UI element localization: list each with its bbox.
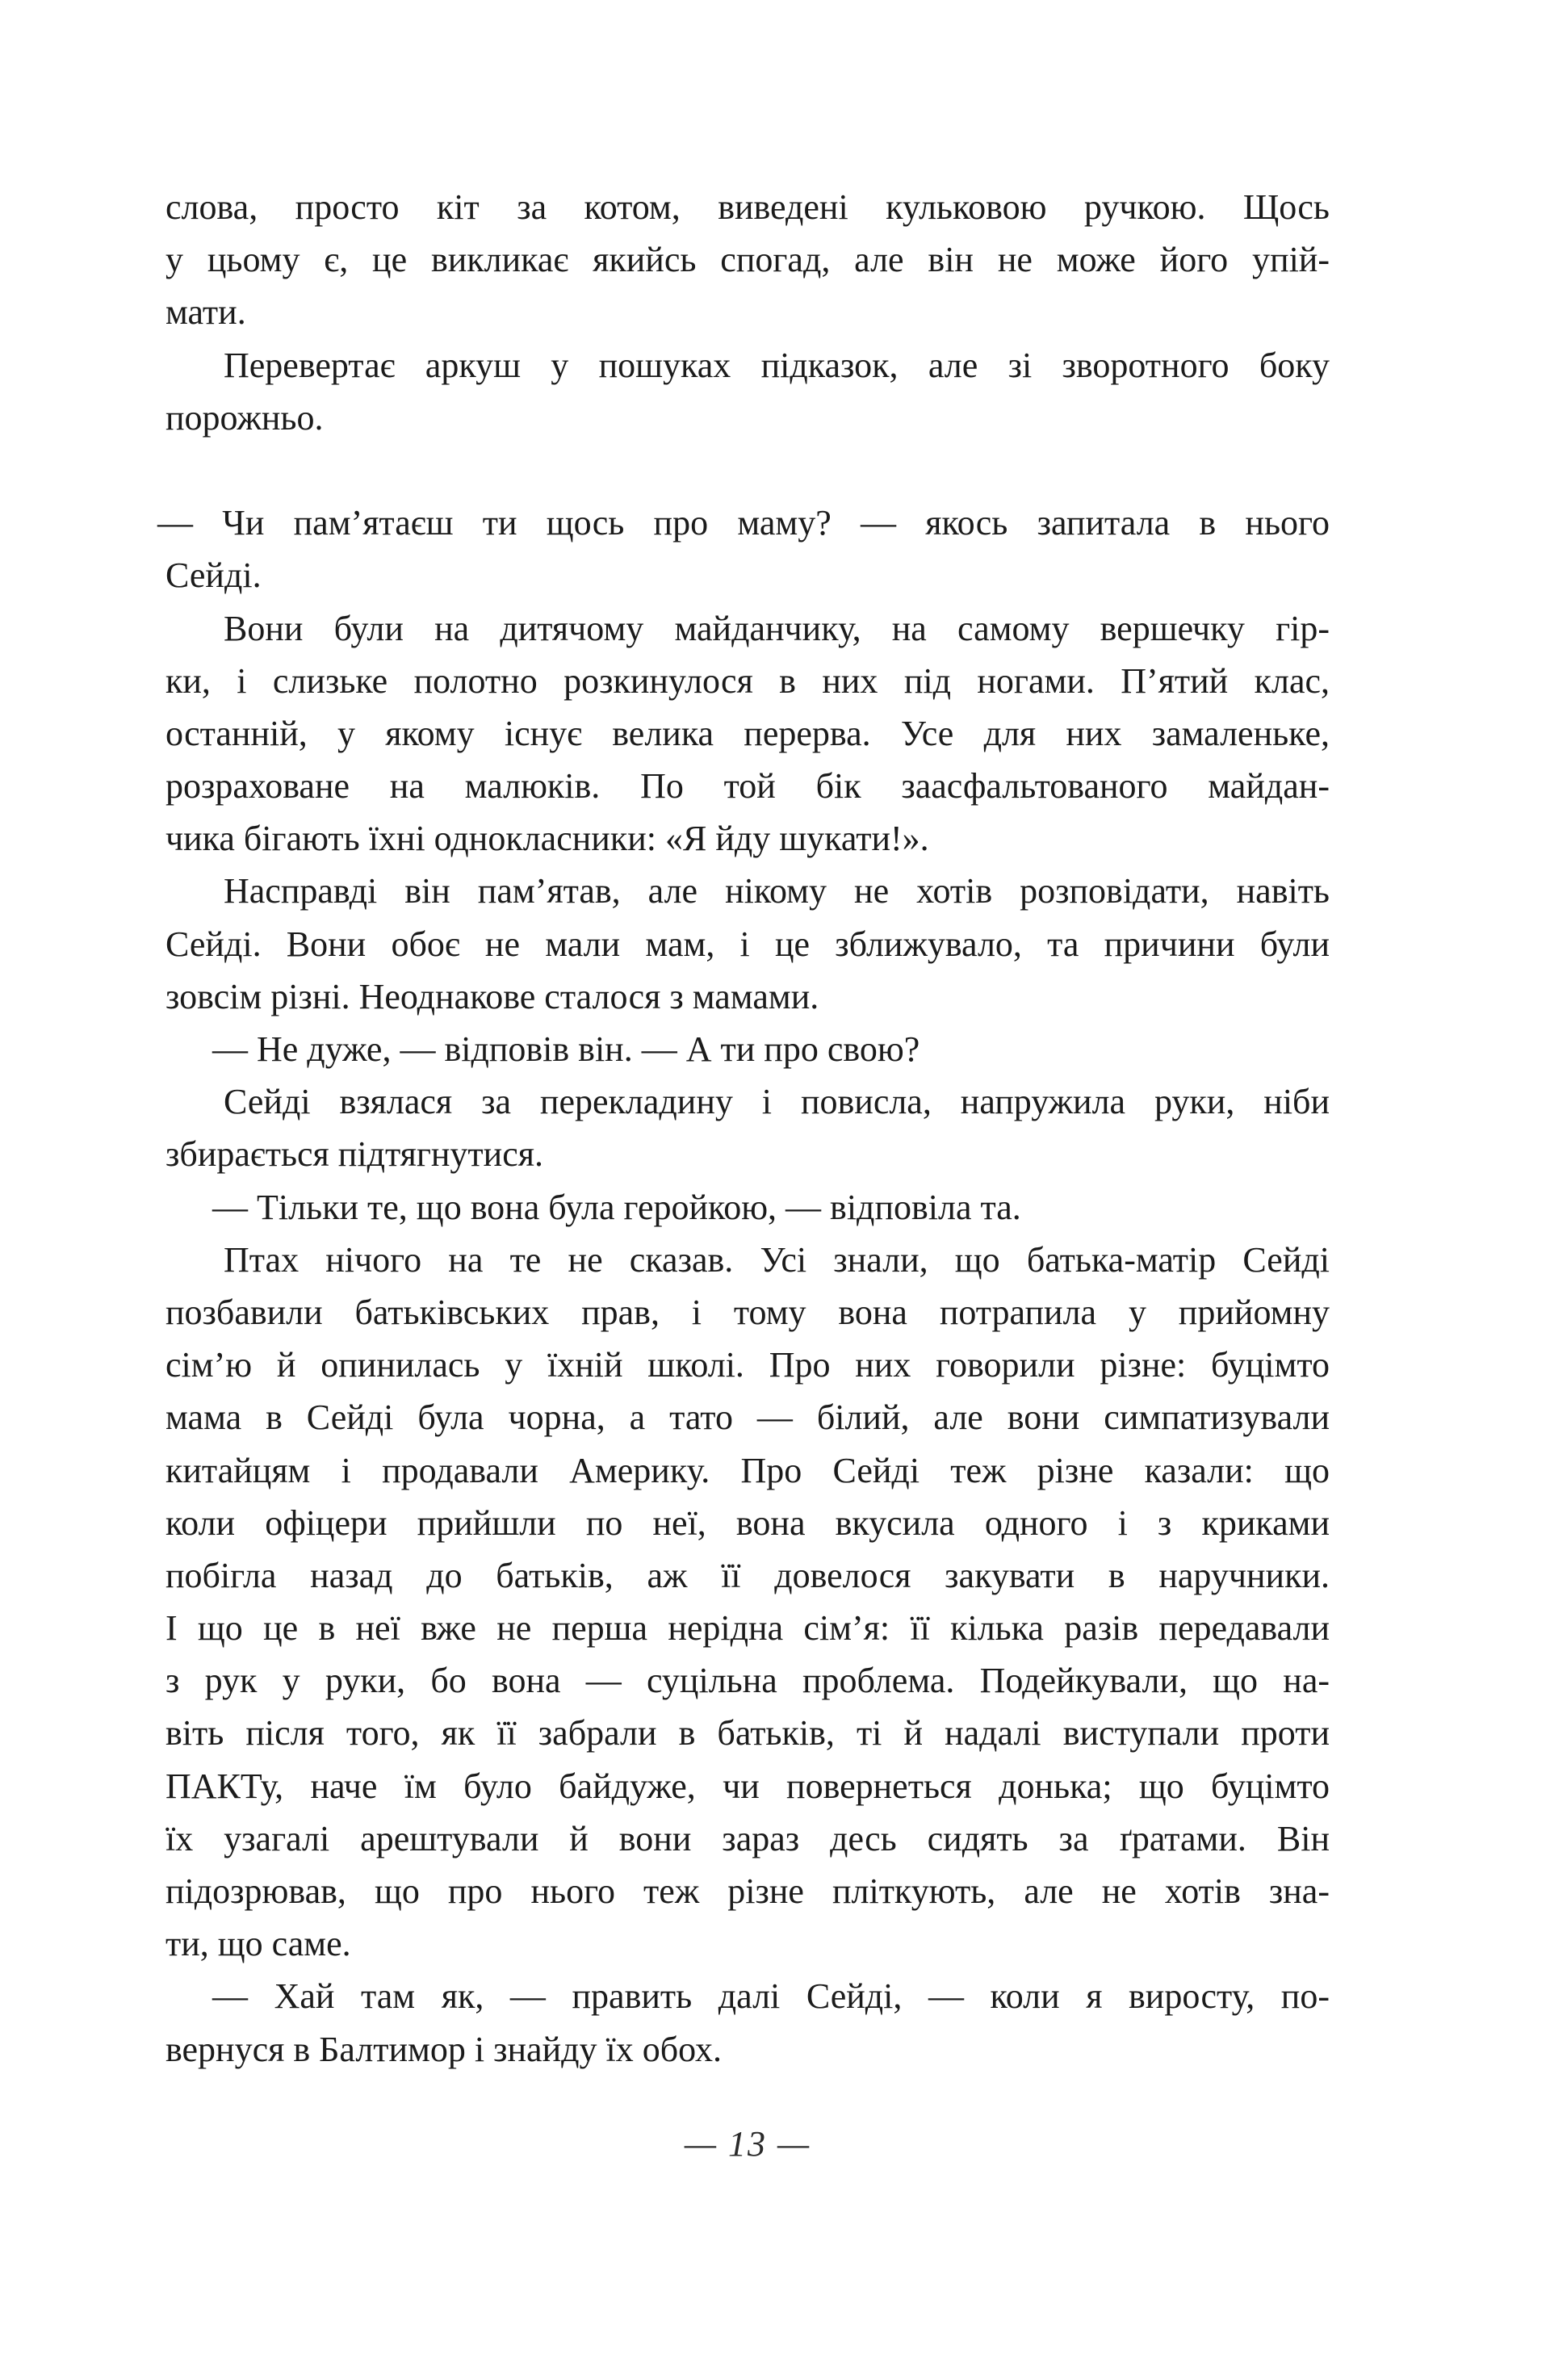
text-line: розраховане на малюків. По той бік заасфальтованого майдан- [165,766,1330,807]
text-line: Сейді. Вони обоє не мали мам, і це зближувало, та причини були [165,924,1330,964]
text-line: слова, просто кіт за котом, виведені кульковою ручкою. Щось [165,187,1330,227]
text-line: порожньо. [165,397,324,438]
dialogue-line: — Хай там як, — править далі Сейді, — коли я виросту, по- [212,1976,1330,2017]
text-line: мати. [165,292,246,333]
paragraph-start-line: Вони були на дитячому майданчику, на самому вершечку гір- [224,608,1330,648]
text-line: їх узагалі арештували й вони зараз десь сидять за ґратами. Він [165,1818,1330,1858]
paragraph-start-line: Насправді він пам’ятав, але нікому не хотів розповідати, навіть [224,871,1330,911]
text-line: коли офіцери прийшли по неї, вона вкусила одного і з криками [165,1502,1330,1543]
text-line: збирається підтягнутися. [165,1134,543,1175]
text-line: ти, що саме. [165,1924,351,1964]
text-line: ки, і слизьке полотно розкинулося в них під ногами. П’ятий клас, [165,660,1330,701]
page-number: — 13 — [684,2124,811,2164]
text-line: мама в Сейді була чорна, а тато — білий, але вони симпатизували [165,1397,1330,1438]
dialogue-line: — Тільки те, що вона була геройкою, — відповіла та. [212,1187,1021,1227]
text-line: зовсім різні. Неоднакове сталося з мамами. [165,976,819,1016]
text-line: ПАКТу, наче їм було байдуже, чи повернеться донька; що буцімто [165,1766,1330,1806]
text-line: підозрював, що про нього теж різне пліткують, але не хотів зна- [165,1871,1330,1911]
text-line: І що це в неї вже не перша нерідна сім’я: її кілька разів передавали [165,1608,1330,1649]
text-line: китайцям і продавали Америку. Про Сейді теж різне казали: що [165,1450,1330,1490]
text-line: у цьому є, це викликає якийсь спогад, але він не може його упій- [165,240,1330,280]
text-line: чика бігають їхні однокласники: «Я йду шукати!». [165,819,929,859]
dialogue-line: — Не дуже, — відповів він. — А ти про свою? [212,1029,920,1069]
text-line: вернуся в Балтимор і знайду їх обох. [165,2029,723,2069]
scene-break [165,444,1330,497]
text-line: з рук у руки, бо вона — суцільна проблема. Подейкували, що на- [165,1661,1330,1701]
text-line: позбавили батьківських прав, і тому вона потрапила у прийомну [165,1292,1330,1332]
text-line: побігла назад до батьків, аж її довелося закувати в наручники. [165,1555,1330,1595]
text-line: Сейді. [165,555,262,596]
paragraph-start-line: Птах нічого на те не сказав. Усі знали, що батька-матір Сейді [224,1239,1330,1280]
dialogue-line: — Чи пам’ятаєш ти щось про маму? — якось запитала в нього [157,503,1330,543]
body-text [157,181,1330,2076]
paragraph-start-line: Перевертає аркуш у пошуках підказок, але зі зворотного боку [224,345,1330,385]
paragraph-start-line: Сейді взялася за перекладину і повисла, напружила руки, ніби [224,1082,1330,1122]
text-line: віть після того, як її забрали в батьків, ті й надалі виступали проти [165,1713,1330,1754]
text-line: сім’ю й опинилась у їхній школі. Про них говорили різне: буцімто [165,1345,1330,1385]
text-line: останній, у якому існує велика перерва. Усе для них замаленьке, [165,713,1330,753]
